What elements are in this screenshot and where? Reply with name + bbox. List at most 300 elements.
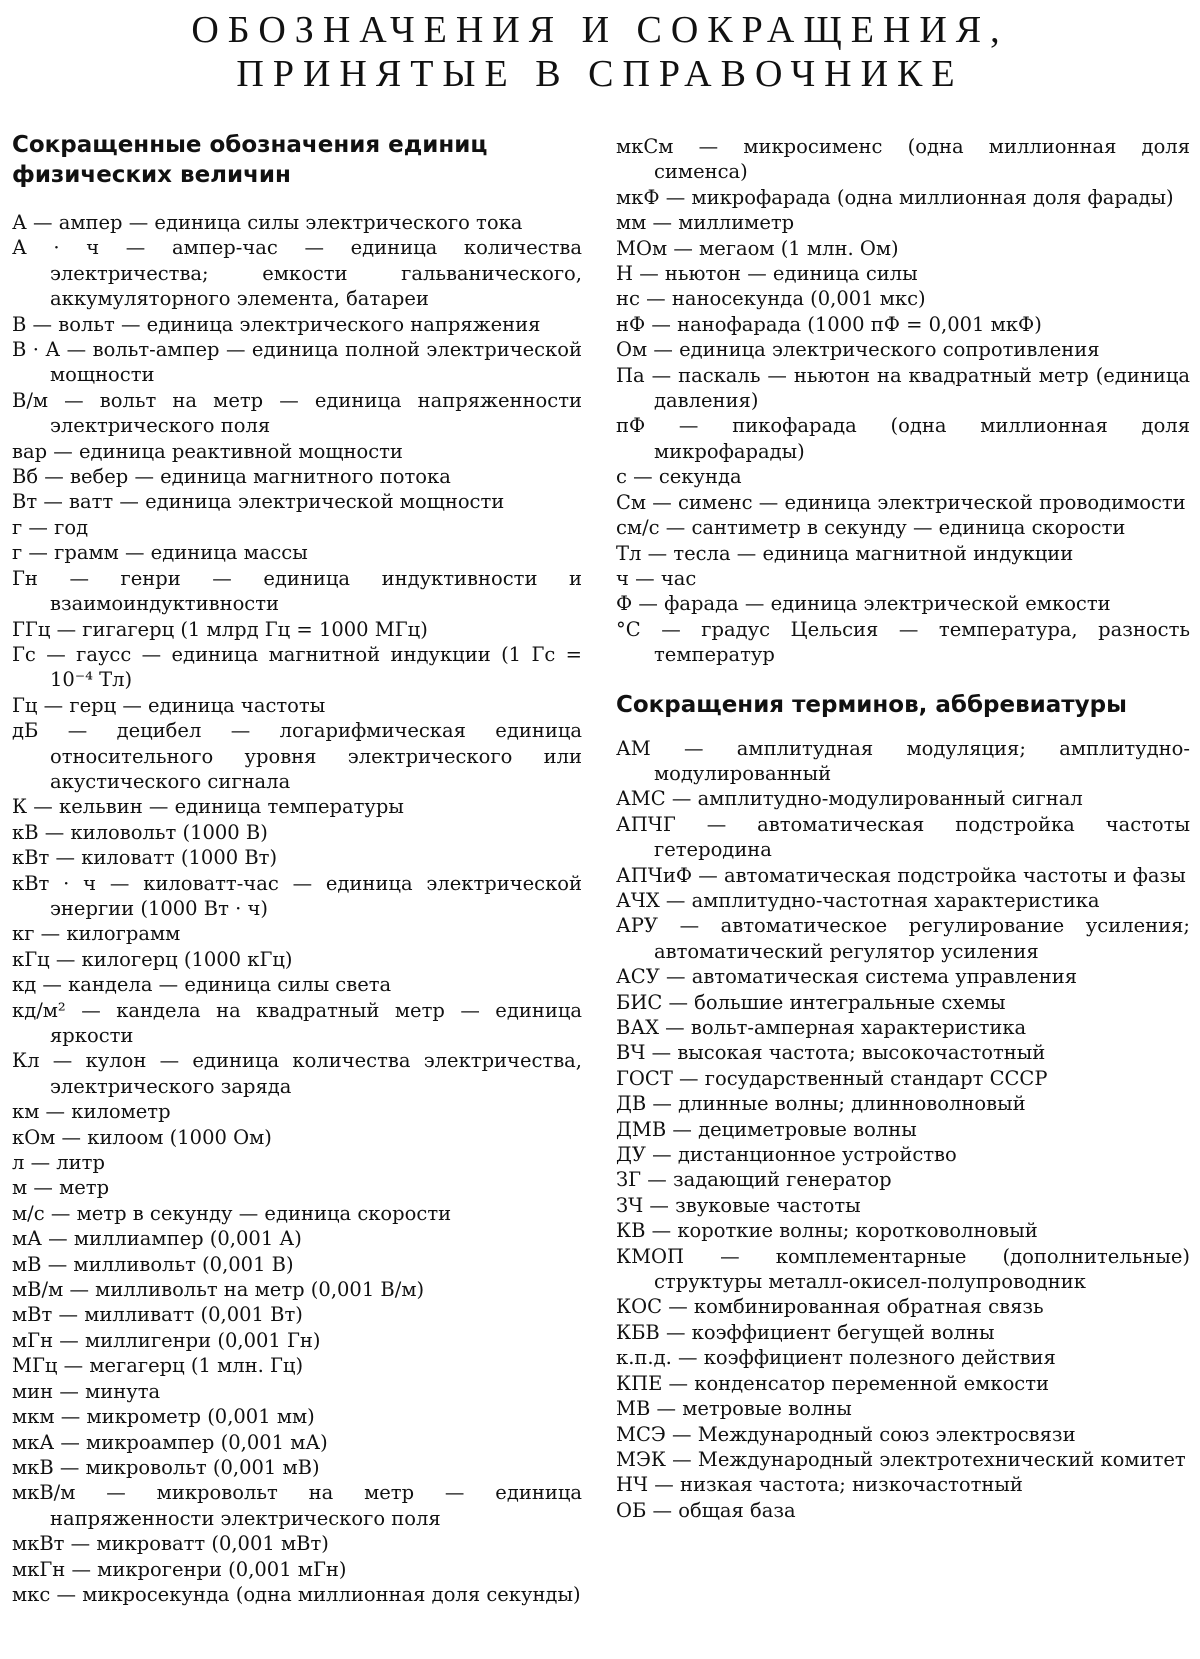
entry-abbreviation: мкВ/м (12, 1481, 76, 1505)
entry-definition: генри — единица индуктивности и взаимоиндуктивности (50, 566, 582, 616)
entry-definition: автоматическая подстройка частоты гетеродина (654, 812, 1190, 862)
list-item (12, 337, 582, 388)
entry-definition: метр в секунду — единица скорости (76, 1201, 452, 1225)
entry-definition: литр (56, 1151, 105, 1175)
entry-separator: — (37, 566, 121, 590)
list-item (616, 990, 1190, 1015)
entry-abbreviation: В · А (12, 338, 61, 362)
entry-definition: градус Цельсия — температура, разность температур (654, 617, 1190, 667)
entry-definition: метр (59, 1176, 110, 1200)
entry-definition: дистанционное устройство (677, 1143, 957, 1167)
list-item (616, 363, 1190, 414)
entry-separator: — (646, 490, 678, 514)
entry-separator: — (36, 973, 69, 997)
list-item (12, 312, 582, 337)
entry-abbreviation: НЧ (616, 1473, 649, 1497)
entry-definition: амплитудная модуляция; амплитудно-модулированный (654, 736, 1190, 785)
units-list-left (12, 210, 582, 1607)
entry-separator: — (38, 465, 70, 489)
entry-definition: минута (85, 1379, 161, 1403)
entry-abbreviation: л (12, 1151, 25, 1175)
entry-abbreviation: мВ (12, 1252, 42, 1276)
entry-abbreviation: БИС (616, 990, 663, 1014)
entry-abbreviation: ДВ (616, 1092, 647, 1116)
entry-abbreviation: АРУ (616, 914, 658, 938)
entry-abbreviation: мкА (12, 1430, 55, 1454)
entry-definition: кельвин — единица температуры (59, 795, 404, 819)
entry-definition: низкая частота; низкочастотный (679, 1473, 1023, 1497)
list-item (12, 921, 582, 946)
entry-definition: микровольт на метр — единица напряженности электрического поля (50, 1481, 582, 1530)
entry-abbreviation: кГц (12, 947, 50, 971)
entry-separator: — (626, 465, 659, 489)
entry-separator: — (50, 617, 83, 641)
entry-abbreviation: Ом (616, 338, 648, 362)
list-item (12, 1531, 582, 1556)
list-item (616, 888, 1190, 913)
list-item (12, 642, 582, 693)
entry-definition: метровые волны (682, 1397, 852, 1421)
list-item (12, 1201, 582, 1226)
entry-abbreviation: ЗГ (616, 1168, 642, 1192)
list-item (616, 617, 1190, 668)
entry-abbreviation: АЧХ (616, 888, 660, 912)
entry-abbreviation: мВ/м (12, 1278, 64, 1302)
entry-separator: — (24, 1151, 57, 1175)
entry-definition: сименс — единица электрической проводимости (678, 490, 1186, 514)
entry-abbreviation: кд (12, 973, 37, 997)
entry-separator: — (659, 1320, 692, 1344)
entry-definition: автоматическая подстройка частоты и фазы (723, 863, 1186, 887)
entry-abbreviation: Вт (12, 490, 38, 514)
entry-separator: — (639, 287, 672, 311)
entry-definition: вебер — единица магнитного потока (69, 465, 451, 489)
entry-separator: — (55, 1125, 88, 1149)
entry-separator: — (65, 1557, 98, 1581)
entry-definition: децибел — логарифмическая единица относительного уровня электрического или акустического сигнала (50, 719, 582, 793)
entry-separator: — (75, 1481, 157, 1505)
entry-definition: амплитудно-частотная характеристика (691, 888, 1100, 912)
entry-definition: микрометр (0,001 мм) (86, 1405, 315, 1429)
entry-separator: — (647, 338, 680, 362)
entry-separator: — (37, 693, 70, 717)
entry-separator: — (54, 1430, 87, 1454)
entry-definition: микросименс (одна миллионная доля сименса) (654, 135, 1190, 184)
entry-abbreviation: К (12, 795, 28, 819)
entry-definition: милливольт на метр (0,001 В/м) (95, 1278, 425, 1302)
entry-abbreviation: АСУ (616, 965, 660, 989)
entry-separator: — (27, 1176, 60, 1200)
list-item (616, 1167, 1190, 1192)
list-item (616, 185, 1190, 210)
list-item (616, 1015, 1190, 1040)
entry-separator: — (648, 1473, 680, 1497)
entry-separator: — (22, 515, 55, 539)
entry-separator: — (692, 863, 724, 887)
entry-abbreviation: АПЧиФ (616, 863, 693, 887)
entry-separator: — (35, 642, 77, 666)
entry-separator: — (645, 1143, 678, 1167)
list-item (12, 1226, 582, 1251)
entry-abbreviation: кг (12, 922, 35, 946)
entry-definition: милливатт (0,001 Вт) (84, 1303, 303, 1327)
list-item (12, 1328, 582, 1353)
entry-separator: — (37, 490, 70, 514)
entry-separator: — (657, 914, 721, 938)
entry-separator: — (675, 812, 758, 836)
entry-separator: — (26, 211, 59, 234)
entry-separator: — (22, 541, 55, 565)
entry-separator: — (38, 820, 71, 844)
entry-abbreviation: А (12, 211, 27, 234)
entry-abbreviation: мкс (12, 1582, 51, 1606)
list-item (12, 388, 582, 439)
entry-abbreviation: дБ (12, 719, 39, 743)
entry-abbreviation: АМС (616, 787, 666, 811)
list-item (12, 1277, 582, 1302)
entry-definition: конденсатор переменной емкости (694, 1371, 1050, 1395)
list-item (616, 541, 1190, 566)
entry-separator: — (53, 1455, 86, 1479)
entry-separator: — (27, 795, 59, 819)
list-item (616, 786, 1190, 811)
entry-separator: — (643, 1193, 676, 1217)
list-item (12, 998, 582, 1049)
entry-abbreviation: кд/м² (12, 998, 66, 1022)
entry-separator: — (658, 1016, 691, 1039)
entry-abbreviation: ГОСТ (616, 1066, 673, 1090)
entry-abbreviation: мВт (12, 1303, 53, 1327)
entry-separator: — (666, 1117, 699, 1141)
entry-definition: мегаом (1 млн. Ом) (699, 236, 899, 260)
entry-definition: задающий генератор (672, 1168, 892, 1192)
entry-definition: кандела — единица силы света (68, 973, 392, 997)
entry-separator: — (99, 236, 172, 260)
entry-separator: — (671, 1346, 704, 1370)
entry-definition: килоом (1000 Ом) (87, 1125, 272, 1149)
entry-abbreviation: г (12, 515, 23, 539)
entry-separator: — (640, 617, 702, 641)
entry-definition: микрогенри (0,001 мГн) (97, 1557, 347, 1581)
entry-definition: секунда (658, 465, 742, 489)
entry-abbreviation: ВЧ (616, 1041, 646, 1065)
entry-separator: — (57, 1354, 90, 1378)
entry-separator: — (662, 990, 695, 1014)
entry-separator: — (662, 1295, 694, 1319)
entry-abbreviation: мкВ (12, 1455, 54, 1479)
entry-abbreviation: кВ (12, 820, 39, 844)
list-item (616, 863, 1190, 888)
list-item (12, 947, 582, 972)
list-item (12, 1353, 582, 1378)
list-item (12, 1455, 582, 1480)
entry-definition: киловатт-час — единица электрической энергии (1000 Вт · ч) (50, 871, 582, 920)
entry-definition: сантиметр в секунду — единица скорости (691, 516, 1126, 540)
entry-separator: — (64, 1532, 97, 1556)
entry-separator: — (641, 1168, 673, 1192)
entry-definition: Международный союз электросвязи (697, 1422, 1076, 1446)
entry-abbreviation: А · ч (12, 236, 100, 260)
list-item (616, 736, 1190, 787)
entry-separator: — (39, 1100, 72, 1124)
entry-definition: вольт на метр — единица напряженности электрического поля (50, 388, 582, 438)
entry-separator: — (632, 592, 665, 616)
entry-definition: кулон — единица количества электричества, электрического заряда (50, 1049, 582, 1098)
list-item (616, 1498, 1190, 1523)
list-item (12, 718, 582, 794)
entry-separator: — (41, 1227, 74, 1251)
entry-definition: мегагерц (1 млн. Гц) (89, 1354, 304, 1378)
entry-definition: единица электрического сопротивления (679, 338, 1100, 362)
list-item (616, 1040, 1190, 1065)
entry-definition: единица реактивной мощности (79, 439, 403, 463)
list-item (12, 235, 582, 311)
entry-definition: грамм — единица массы (54, 541, 308, 565)
entry-separator: — (53, 1379, 86, 1403)
entry-abbreviation: Гн (12, 566, 38, 590)
entry-abbreviation: Вб (12, 465, 39, 489)
entry-separator: — (60, 338, 93, 362)
entry-definition: микроампер (0,001 мА) (86, 1430, 328, 1454)
list-item (616, 464, 1190, 489)
entry-separator: — (633, 262, 665, 286)
entry-definition: ампер — единица силы электрического тока (58, 211, 523, 234)
page-title (0, 8, 1200, 96)
entry-abbreviation: Ф (616, 592, 633, 616)
entry-definition: микроватт (0,001 мВт) (96, 1532, 329, 1556)
entry-definition: вольт-ампер — единица полной электрической мощности (50, 338, 582, 387)
entry-definition: час (660, 566, 697, 590)
entry-definition: миллигенри (0,001 Гн) (84, 1328, 321, 1352)
list-item (12, 1404, 582, 1429)
list-item (12, 1048, 582, 1099)
list-item (12, 1150, 582, 1175)
entry-definition: килограмм (66, 922, 181, 946)
entry-separator: — (53, 1328, 85, 1352)
list-item (616, 1294, 1190, 1319)
entry-abbreviation: ОБ (616, 1498, 647, 1522)
entry-abbreviation: Кл (12, 1049, 40, 1073)
list-item (12, 1099, 582, 1124)
entry-definition: большие интегральные схемы (694, 990, 1006, 1014)
entry-abbreviation: КБВ (616, 1320, 660, 1344)
entry-abbreviation: В/м (12, 388, 49, 412)
entry-definition: фарада — единица электрической емкости (664, 592, 1111, 616)
entry-definition: пикофарада (одна миллионная доля микрофарады) (654, 414, 1190, 463)
list-item (616, 210, 1190, 235)
entry-separator: — (659, 965, 692, 989)
list-item (12, 1125, 582, 1150)
list-item (616, 1447, 1190, 1472)
list-item (616, 337, 1190, 362)
list-item (616, 236, 1190, 261)
page-title-line-2: ПРИНЯТЫЕ В СПРАВОЧНИКЕ (236, 53, 964, 95)
entry-separator: — (650, 1397, 683, 1421)
entry-abbreviation: мкВт (12, 1532, 65, 1556)
list-item (616, 1345, 1190, 1370)
entry-abbreviation: нс (616, 287, 640, 311)
entry-definition: ватт — единица электрической мощности (69, 490, 505, 514)
right-column (616, 134, 1190, 1523)
list-item (12, 439, 582, 464)
list-item (616, 1320, 1190, 1345)
entry-abbreviation: АПЧГ (616, 812, 676, 836)
entry-abbreviation: м (12, 1176, 28, 1200)
entry-definition: гигагерц (1 млрд Гц = 1000 МГц) (82, 617, 428, 641)
entry-definition: нанофарада (1000 пФ = 0,001 мкФ) (677, 312, 1042, 336)
entry-separator: — (645, 312, 678, 336)
entry-abbreviation: к.п.д. (616, 1346, 672, 1370)
list-item (12, 1302, 582, 1327)
list-item (12, 1252, 582, 1277)
list-item (616, 1371, 1190, 1396)
list-item (616, 964, 1190, 989)
entry-definition: микровольт (0,001 мВ) (85, 1455, 320, 1479)
entry-abbreviation: Тл (616, 541, 642, 565)
entry-separator: — (645, 414, 733, 438)
entry-separator: — (628, 566, 661, 590)
entry-definition: микрофарада (одна миллионная доля фарады) (691, 185, 1174, 209)
list-item (616, 913, 1190, 964)
entry-definition: милливольт (0,001 В) (73, 1252, 294, 1276)
entry-definition: амплитудно-модулированный сигнал (697, 787, 1083, 811)
entry-definition: комбинированная обратная связь (693, 1295, 1044, 1319)
entry-abbreviation: мм (616, 211, 647, 235)
list-item (12, 871, 582, 922)
terms-list (616, 736, 1190, 1524)
entry-abbreviation: АМ (616, 736, 651, 760)
entry-definition: тесла — единица магнитной индукции (673, 541, 1074, 565)
entry-definition: длинные волны; длинноволновый (678, 1092, 1026, 1116)
entry-abbreviation: См (616, 490, 647, 514)
entry-separator: — (665, 1422, 698, 1446)
list-item (616, 312, 1190, 337)
entry-definition: километр (71, 1100, 171, 1124)
entry-abbreviation: мГн (12, 1328, 54, 1352)
list-item (12, 515, 582, 540)
entry-abbreviation: КОС (616, 1295, 662, 1319)
entry-abbreviation: Н (616, 262, 634, 286)
list-item (12, 464, 582, 489)
entry-abbreviation: мин (12, 1379, 54, 1403)
entry-separator: — (650, 736, 737, 760)
entry-abbreviation: вар (12, 439, 48, 463)
entry-definition: общая база (678, 1498, 796, 1522)
entry-abbreviation: МГц (12, 1354, 58, 1378)
entry-separator: — (646, 1092, 679, 1116)
entry-definition: вольт-амперная характеристика (690, 1016, 1027, 1039)
entry-abbreviation: мкГн (12, 1557, 66, 1581)
entry-definition: государственный стандарт СССР (704, 1066, 1048, 1090)
entry-definition: киловольт (1000 В) (70, 820, 268, 844)
entry-separator: — (50, 1582, 83, 1606)
entry-abbreviation: кОм (12, 1125, 56, 1149)
list-item (616, 1142, 1190, 1167)
entry-abbreviation: КВ (616, 1219, 646, 1243)
entry-separator: — (54, 1405, 87, 1429)
entry-abbreviation: мкФ (616, 185, 660, 209)
list-item (616, 1422, 1190, 1447)
list-item (12, 845, 582, 870)
entry-abbreviation: ВАХ (616, 1016, 659, 1039)
entry-separator: — (34, 922, 67, 946)
list-item (616, 490, 1190, 515)
list-item (616, 591, 1190, 616)
list-item (616, 134, 1190, 185)
entry-definition: миллиметр (678, 211, 795, 235)
terms-section-heading: Сокращения терминов, аббревиатуры (616, 691, 1127, 718)
entry-abbreviation: КМОП (616, 1244, 685, 1268)
entry-definition: высокая частота; высокочастотный (677, 1041, 1046, 1065)
entry-definition: наносекунда (0,001 мкс) (671, 287, 926, 311)
list-item (12, 1379, 582, 1404)
list-item (616, 286, 1190, 311)
list-item (616, 413, 1190, 464)
entry-abbreviation: ЗЧ (616, 1193, 644, 1217)
entry-definition: комплементарные (дополнительные) структуры металл-окисел-полупроводник (654, 1244, 1190, 1294)
list-item (12, 972, 582, 997)
entry-abbreviation: ГГц (12, 617, 51, 641)
entry-abbreviation: МВ (616, 1397, 651, 1421)
entry-abbreviation: ч (616, 566, 629, 590)
list-item (12, 1557, 582, 1582)
entry-separator: — (646, 211, 679, 235)
entry-abbreviation: мА (12, 1227, 42, 1251)
entry-separator: — (49, 947, 82, 971)
list-item (12, 1582, 582, 1607)
list-item (616, 566, 1190, 591)
entry-separator: — (641, 541, 674, 565)
entry-abbreviation: МЭК (616, 1447, 666, 1471)
list-item (616, 261, 1190, 286)
entry-separator: — (39, 1049, 86, 1073)
entry-abbreviation: см/с (616, 516, 660, 540)
list-item (616, 1244, 1190, 1295)
entry-separator: — (26, 312, 59, 336)
entry-abbreviation: В (12, 312, 27, 336)
list-item (12, 489, 582, 514)
list-item (12, 566, 582, 617)
entry-separator: — (667, 236, 700, 260)
entry-separator: — (65, 998, 117, 1022)
entry-abbreviation: мкСм (616, 135, 674, 158)
units-section-heading: Сокращенные обозначения единиц физических величин (12, 132, 488, 188)
list-item (12, 794, 582, 819)
entry-definition: кандела на квадратный метр — единица яркости (50, 998, 582, 1047)
entry-separator: — (47, 439, 79, 463)
entry-separator: — (659, 888, 692, 912)
list-item (616, 1472, 1190, 1497)
entry-abbreviation: Гс (12, 642, 36, 666)
list-item (616, 1218, 1190, 1243)
entry-separator: — (672, 1066, 705, 1090)
list-item (12, 210, 582, 235)
entry-definition: килогерц (1000 кГц) (81, 947, 293, 971)
entry-separator: — (645, 1041, 678, 1065)
entry-separator: — (673, 135, 744, 158)
entry-abbreviation: ДМВ (616, 1117, 667, 1141)
entry-definition: миллиампер (0,001 А) (73, 1227, 302, 1251)
list-item (12, 1430, 582, 1455)
entry-definition: звуковые частоты (675, 1193, 861, 1217)
entry-definition: микросекунда (одна миллионная доля секунды) (82, 1582, 581, 1606)
entry-abbreviation: ДУ (616, 1143, 646, 1167)
list-item (616, 1091, 1190, 1116)
entry-abbreviation: пФ (616, 414, 646, 438)
entry-abbreviation: МОм (616, 236, 668, 260)
entry-separator: — (662, 1371, 695, 1395)
list-item (12, 1175, 582, 1200)
